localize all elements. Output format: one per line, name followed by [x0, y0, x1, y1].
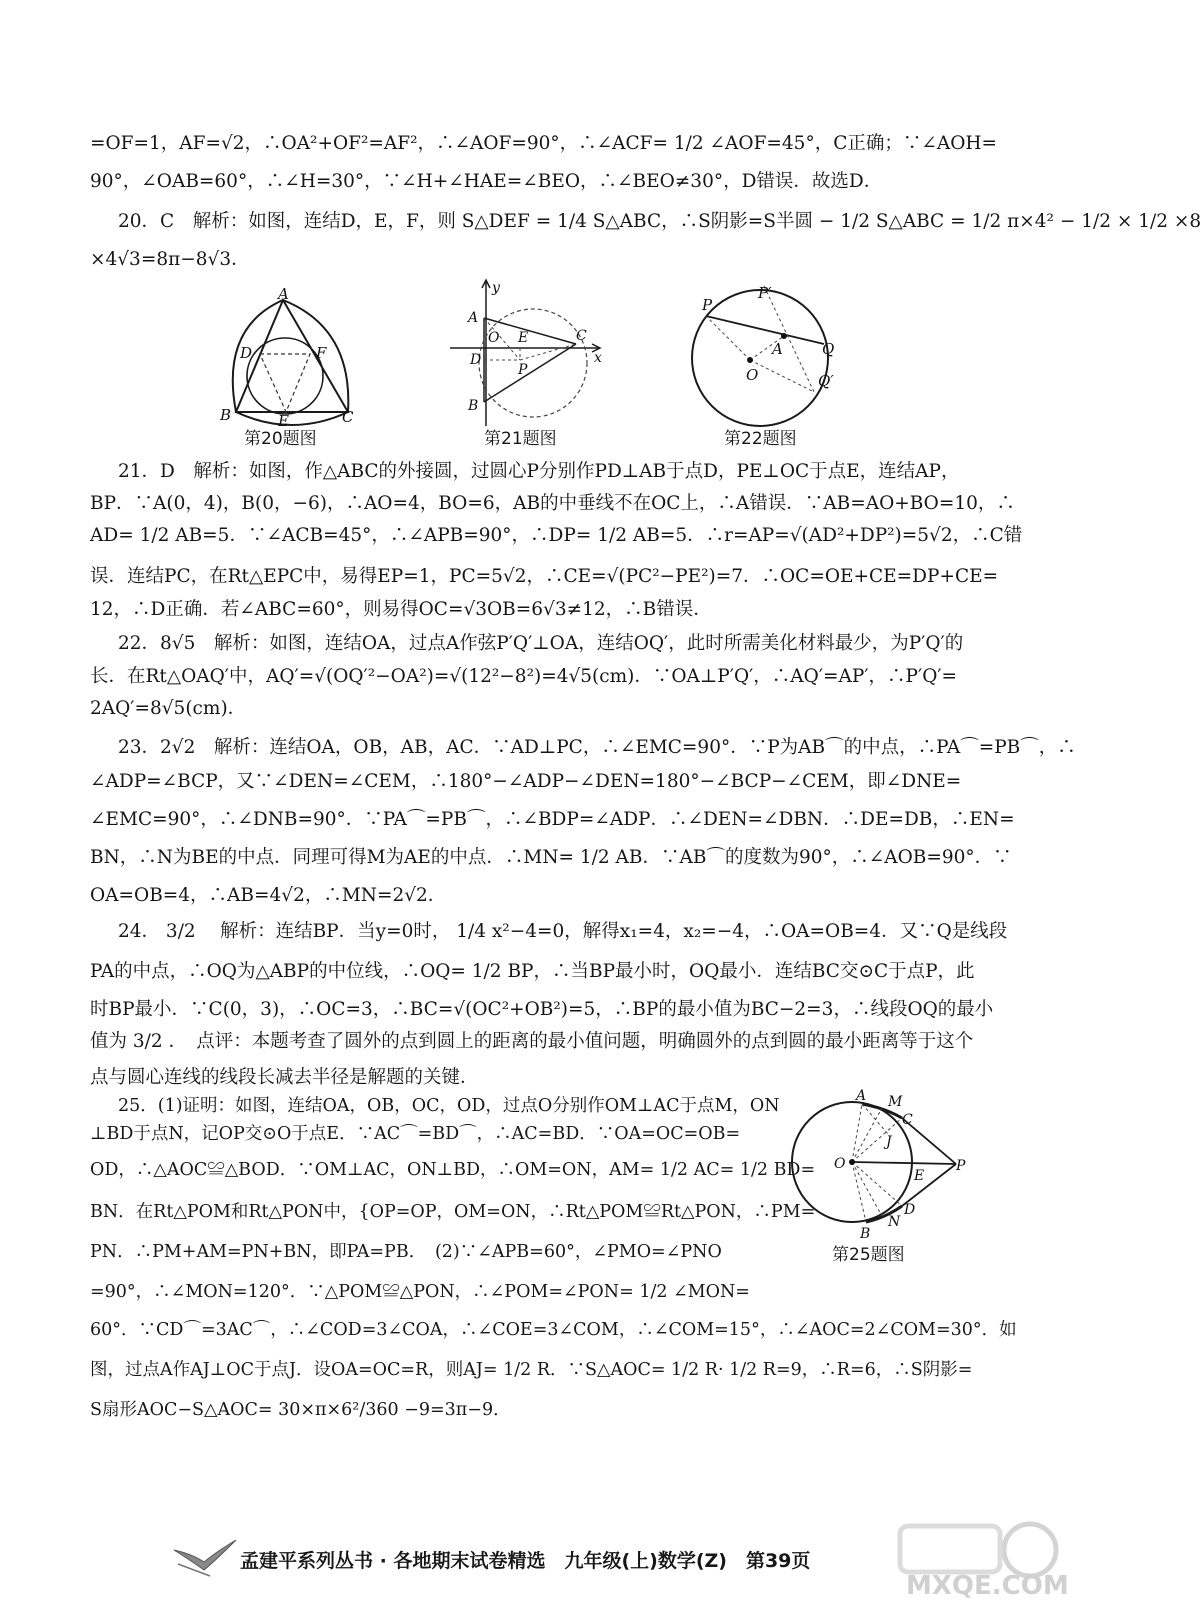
watermark-logo — [880, 1520, 1080, 1602]
fig25-label: N — [888, 1214, 901, 1230]
fig22-label: P — [702, 296, 713, 314]
text-line: ×4√3=8π−8√3． — [90, 249, 250, 270]
text-line: ∠ADP=∠BCP，又∵∠DEN=∠CEM，∴180°−∠ADP−∠DEN=180°−∠BCP−∠CEM，即∠DNE= — [90, 771, 962, 792]
text-line: OA=OB=4，∴AB=4√2，∴MN=2√2． — [90, 885, 447, 906]
fig25-label: D — [904, 1202, 916, 1218]
fig22-label: P′ — [758, 284, 772, 302]
text-line: PN．∴PM+AM=PN+BN，即PA=PB． (2)∵∠APB=60°，∠PMO=∠PNO — [90, 1242, 722, 1262]
text-line: BP．∵A(0，4)，B(0，−6)，∴AO=4，BO=6，AB的中垂线不在OC上，∴A错误．∵AB=AO+BO=10，∴ — [90, 493, 1015, 514]
text-line: 20．C 解析：如图，连结D，E，F，则 S△DEF = 1/4 S△ABC，∴S阴影=S半圆 − 1/2 S△ABC = 1/2 π×4² − 1/2 × 1/2 ×8 — [118, 211, 1201, 232]
text-line: 长．在Rt△OAQ′中，AQ′=√(OQ′²−OA²)=√(12²−8²)=4√5(cm)．∵OA⊥P′Q′，∴AQ′=AP′，∴P′Q′= — [90, 666, 958, 687]
fig20-label: E — [278, 412, 289, 430]
text-line: 值为 3/2 ． 点评：本题考查了圆外的点到圆上的距离的最小值问题，明确圆外的点到圆的最小距离等于这个 — [90, 1031, 974, 1052]
fig25-label: C — [902, 1112, 913, 1128]
fig21-label: E — [518, 330, 529, 346]
bird-logo-icon — [170, 1530, 240, 1584]
fig20-label: F — [316, 344, 327, 362]
text-line: 23．2√2 解析：连结OA，OB，AB，AC．∵AD⊥PC，∴∠EMC=90°．∵P为AB⌒的中点，∴PA⌒=PB⌒，∴ — [118, 737, 1076, 758]
figure-22 — [690, 282, 850, 428]
fig21-label: x — [594, 350, 602, 366]
text-line: 90°，∠OAB=60°，∴∠H=30°，∵∠H+∠HAE=∠BEO，∴∠BEO≠30°，D错误．故选D． — [90, 171, 883, 192]
fig21-label: O — [488, 330, 500, 346]
fig25-label: O — [834, 1156, 846, 1172]
figure-21 — [448, 278, 608, 428]
text-line: ∠EMC=90°，∴∠DNB=90°．∵PA⌒=PB⌒，∴∠BDP=∠ADP．∴∠DEN=∠DBN．∴DE=DB，∴EN= — [90, 809, 1015, 830]
fig25-label: A — [856, 1088, 867, 1104]
fig25-label: B — [860, 1226, 871, 1242]
text-line: 60°．∵CD⌒=3AC⌒，∴∠COD=3∠COA，∴∠COE=3∠COM，∴∠COM=15°，∴∠AOC=2∠COM=30°．如 — [90, 1320, 1017, 1340]
fig21-label: C — [576, 328, 587, 344]
text-line: BN，∴N为BE的中点．同理可得M为AE的中点．∴MN= 1/2 AB．∵AB⌒的度数为90°，∴∠AOB=90°．∵ — [90, 847, 1012, 868]
fig25-label: J — [886, 1134, 892, 1150]
text-line: 点与圆心连线的线段长减去半径是解题的关键． — [90, 1067, 479, 1088]
text-line: 25．(1)证明：如图，连结OA，OB，OC，OD，过点O分别作OM⊥AC于点M，ON — [118, 1096, 780, 1116]
text-line: OD，∴△AOC≌△BOD．∵OM⊥AC，ON⊥BD，∴OM=ON，AM= 1/2 AC= 1/2 BD= — [90, 1160, 816, 1180]
text-line: 24． 3/2 解析：连结BP．当y=0时， 1/4 x²−4=0，解得x₁=4，x₂=−4，∴OA=OB=4．又∵Q是线段 — [118, 921, 1008, 942]
text-line: 2AQ′=8√5(cm)． — [90, 698, 247, 719]
figure-caption: 第22题图 — [724, 429, 797, 449]
fig22-label: Q — [822, 340, 835, 358]
figure-caption: 第20题图 — [244, 429, 317, 449]
fig20-label: C — [342, 408, 354, 426]
fig22-label: O — [746, 366, 759, 384]
text-line: 时BP最小．∵C(0，3)，∴OC=3，∴BC=√(OC²+OB²)=5，∴BP的最小值为BC−2=3，∴线段OQ的最小 — [90, 999, 994, 1020]
fig21-label: D — [470, 352, 482, 368]
figure-caption: 第21题图 — [484, 429, 557, 449]
figure-25 — [790, 1090, 970, 1240]
text-line: =90°，∴∠MON=120°．∵△POM≌△PON，∴∠POM=∠PON= 1/2 ∠MON= — [90, 1282, 750, 1302]
page-footer: 孟建平系列丛书 · 各地期末试卷精选 九年级(上)数学(Z) 第39页 — [240, 1550, 811, 1572]
text-line: BN．在Rt△POM和Rt△PON中，{OP=OP，OM=ON，∴Rt△POM≌Rt△PON，∴PM= — [90, 1202, 816, 1222]
fig21-label: A — [468, 310, 479, 326]
text-line: =OF=1，AF=√2，∴OA²+OF²=AF²，∴∠AOF=90°，∴∠ACF= 1/2 ∠AOF=45°，C正确；∵∠AOH= — [90, 133, 998, 154]
fig25-label: P — [956, 1158, 966, 1174]
figure-20 — [218, 285, 368, 430]
fig22-label: Q′ — [818, 372, 834, 390]
text-line: 22．8√5 解析：如图，连结OA，过点A作弦P′Q′⊥OA，连结OQ′，此时所需美化材料最少，为P′Q′的 — [118, 633, 964, 654]
text-line: S扇形AOC−S△AOC= 30×π×6²/360 −9=3π−9． — [90, 1400, 511, 1420]
text-line: PA的中点，∴OQ为△ABP的中位线，∴OQ= 1/2 BP，∴当BP最小时，OQ最小．连结BC交⊙C于点P，此 — [90, 961, 975, 982]
text-line: 误．连结PC，在Rt△EPC中，易得EP=1，PC=5√2，∴CE=√(PC²−PE²)=7．∴OC=OE+CE=DP+CE= — [90, 566, 999, 587]
text-line: AD= 1/2 AB=5．∵∠ACB=45°，∴∠APB=90°，∴DP= 1/2 AB=5．∴r=AP=√(AD²+DP²)=5√2，∴C错 — [90, 525, 1023, 546]
fig25-label: E — [914, 1168, 925, 1184]
fig22-label: A — [772, 340, 783, 358]
fig20-label: B — [220, 406, 232, 424]
figure-caption: 第25题图 — [832, 1245, 905, 1265]
fig21-label: B — [468, 398, 479, 414]
fig21-label: y — [492, 280, 500, 296]
fig21-label: P — [518, 362, 528, 378]
fig25-label: M — [888, 1094, 903, 1110]
fig20-label: D — [240, 344, 253, 362]
fig20-label: A — [278, 285, 289, 303]
text-line: 图，过点A作AJ⊥OC于点J．设OA=OC=R，则AJ= 1/2 R．∵S△AOC= 1/2 R· 1/2 R=9，∴R=6，∴S阴影= — [90, 1360, 973, 1380]
watermark-text: MXQE.COM — [906, 1571, 1069, 1601]
text-line: ⊥BD于点N，记OP交⊙O于点E．∵AC⌒=BD⌒，∴AC=BD．∵OA=OC=OB= — [90, 1124, 741, 1144]
text-line: 21．D 解析：如图，作△ABC的外接圆，过圆心P分别作PD⊥AB于点D，PE⊥OC于点E，连结AP， — [118, 461, 960, 482]
text-line: 12，∴D正确．若∠ABC=60°，则易得OC=√3OB=6√3≠12，∴B错误． — [90, 599, 712, 620]
